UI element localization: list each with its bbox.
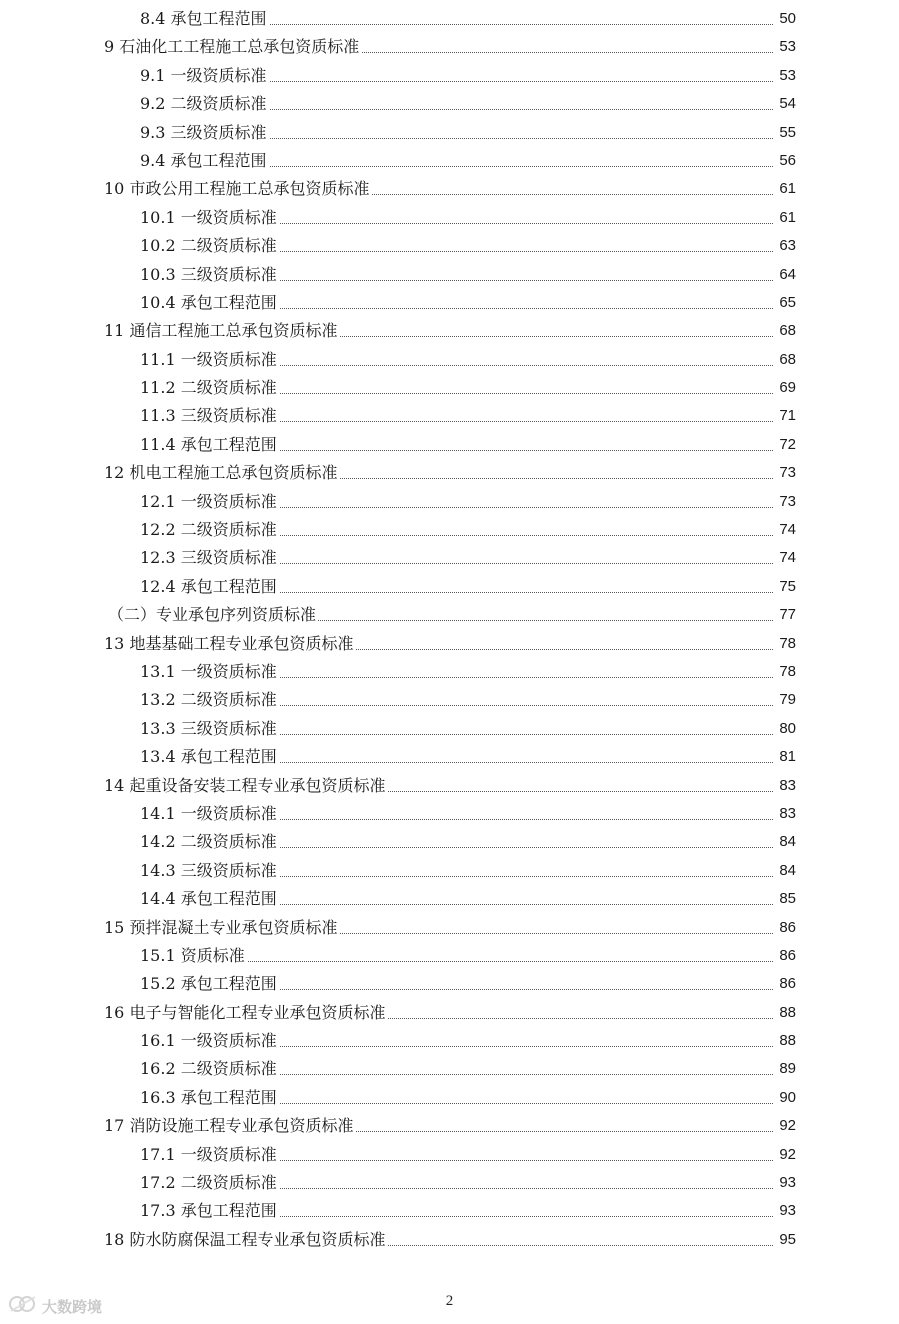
toc-section-entry[interactable] [0,686,899,714]
toc-entry-page: 89 [777,1055,796,1083]
toc-entry-page: 80 [777,715,796,743]
toc-entry-page: 56 [777,147,796,175]
toc-section-entry[interactable] [0,857,899,885]
toc-entry-title: 11.2 二级资质标准 [140,374,279,402]
toc-section-entry[interactable] [0,828,899,856]
toc-section-entry[interactable] [0,346,899,374]
toc-entry-page: 92 [777,1112,796,1140]
toc-section-entry[interactable] [0,261,899,289]
toc-entry-page: 88 [777,999,796,1027]
toc-entry-title: 8.4 承包工程范围 [140,5,269,33]
toc-entry-page: 64 [777,261,796,289]
toc-entry-page: 54 [777,90,796,118]
toc-entry-title: 10.2 二级资质标准 [140,232,279,260]
toc-entry-page: 78 [777,630,796,658]
toc-section-entry[interactable] [0,516,899,544]
toc-section-entry[interactable] [0,658,899,686]
toc-entry-title: 10 市政公用工程施工总承包资质标准 [104,175,371,203]
toc-entry-title: 15.1 资质标准 [140,942,247,970]
toc-entry-title: 12.2 二级资质标准 [140,516,279,544]
toc-entry-title: 17 消防设施工程专业承包资质标准 [104,1112,355,1140]
toc-entry-page: 55 [777,119,796,147]
toc-entry-title: 12 机电工程施工总承包资质标准 [104,459,339,487]
toc-entry-page: 53 [777,62,796,90]
toc-entry-page: 90 [777,1084,796,1112]
toc-entry-page: 84 [777,857,796,885]
toc-entry-page: 71 [777,402,796,430]
toc-entry-title: 12.4 承包工程范围 [140,573,279,601]
toc-chapter-entry[interactable] [0,1226,899,1254]
toc-entry-page: 95 [777,1226,796,1254]
toc-entry-title: 17.3 承包工程范围 [140,1197,279,1225]
toc-entry-title: 16 电子与智能化工程专业承包资质标准 [104,999,387,1027]
toc-entry-title: 11 通信工程施工总承包资质标准 [104,317,339,345]
toc-section-entry[interactable] [0,1084,899,1112]
toc-entry-title: 11.3 三级资质标准 [140,402,279,430]
toc-entry-page: 86 [777,942,796,970]
toc-chapter-entry[interactable] [0,630,899,658]
toc-section-entry[interactable] [0,1055,899,1083]
toc-entry-title: 11.1 一级资质标准 [140,346,279,374]
toc-entry-page: 83 [777,772,796,800]
toc-section-entry[interactable] [0,232,899,260]
toc-entry-page: 78 [777,658,796,686]
toc-section-entry[interactable] [0,488,899,516]
toc-section-entry[interactable] [0,402,899,430]
toc-chapter-entry[interactable] [0,317,899,345]
toc-entry-page: 93 [777,1197,796,1225]
toc-entry-page: 72 [777,431,796,459]
toc-entry-page: 61 [777,175,796,203]
toc-entry-page: 53 [777,33,796,61]
toc-entry-title: 10.3 三级资质标准 [140,261,279,289]
toc-entry-page: 86 [777,970,796,998]
toc-entry-title: 9.2 二级资质标准 [140,90,269,118]
toc-section-entry[interactable] [0,573,899,601]
toc-section-entry[interactable] [0,970,899,998]
toc-entry-title: 15 预拌混凝土专业承包资质标准 [104,914,339,942]
toc-entry-page: 63 [777,232,796,260]
toc-chapter-entry[interactable] [0,914,899,942]
toc-entry-title: 14.1 一级资质标准 [140,800,279,828]
toc-section-entry[interactable] [0,800,899,828]
toc-section-entry[interactable] [0,5,899,33]
toc-entry-title: 14.4 承包工程范围 [140,885,279,913]
toc-entry-title: 14.2 二级资质标准 [140,828,279,856]
toc-section-entry[interactable] [0,90,899,118]
toc-entry-page: 88 [777,1027,796,1055]
toc-entry-page: 77 [777,601,796,629]
watermark [8,1293,102,1319]
toc-entry-title: 11.4 承包工程范围 [140,431,279,459]
toc-entry-title: 9.3 三级资质标准 [140,119,269,147]
toc-entry-title: 13 地基基础工程专业承包资质标准 [104,630,355,658]
toc-chapter-entry[interactable] [0,999,899,1027]
toc-chapter-entry[interactable] [0,772,899,800]
toc-section-entry[interactable] [0,1141,899,1169]
toc-chapter-entry[interactable] [0,459,899,487]
toc-entry-title: 12.3 三级资质标准 [140,544,279,572]
toc-entry-page: 86 [777,914,796,942]
toc-entry-page: 74 [777,516,796,544]
toc-entry-page: 93 [777,1169,796,1197]
toc-section-entry[interactable] [0,147,899,175]
toc-entry-title: 14.3 三级资质标准 [140,857,279,885]
toc-entry-page: 74 [777,544,796,572]
toc-entry-title: （二）专业承包序列资质标准 [108,601,318,629]
toc-entry-page: 75 [777,573,796,601]
toc-section-entry[interactable] [0,1197,899,1225]
toc-entry-page: 73 [777,459,796,487]
toc-section-entry[interactable] [0,204,899,232]
toc-entry-title: 13.2 二级资质标准 [140,686,279,714]
toc-entry-title: 17.2 二级资质标准 [140,1169,279,1197]
toc-entry-page: 50 [777,5,796,33]
toc-chapter-entry[interactable] [0,175,899,203]
toc-entry-title: 16.1 一级资质标准 [140,1027,279,1055]
toc-section-entry[interactable] [0,1027,899,1055]
toc-section-entry[interactable] [0,743,899,771]
toc-entry-title: 9 石油化工工程施工总承包资质标准 [104,33,361,61]
toc-section-entry[interactable] [0,62,899,90]
toc-entry-page: 61 [777,204,796,232]
toc-entry-page: 69 [777,374,796,402]
toc-entry-title: 13.1 一级资质标准 [140,658,279,686]
toc-section-entry[interactable] [0,885,899,913]
toc-entry-title: 16.3 承包工程范围 [140,1084,279,1112]
toc-chapter-entry[interactable] [0,33,899,61]
toc-entry-title: 14 起重设备安装工程专业承包资质标准 [104,772,387,800]
toc-entry-title: 9.1 一级资质标准 [140,62,269,90]
toc-entry-page: 73 [777,488,796,516]
toc-chapter-entry[interactable] [0,1112,899,1140]
toc-entry-title: 12.1 一级资质标准 [140,488,279,516]
toc-section-entry[interactable] [0,715,899,743]
toc-section-entry[interactable] [0,942,899,970]
toc-part-entry[interactable] [0,601,899,629]
watermark-text: 大数跨境 [42,1297,103,1316]
toc-entry-page: 65 [777,289,796,317]
toc-entry-page: 68 [777,346,796,374]
toc-entry-title: 15.2 承包工程范围 [140,970,279,998]
toc-entry-page: 92 [777,1141,796,1169]
table-of-contents [0,5,899,1254]
page-number: 2 [445,1293,454,1309]
toc-entry-page: 84 [777,828,796,856]
toc-section-entry[interactable] [0,374,899,402]
toc-entry-page: 83 [777,800,796,828]
toc-entry-title: 9.4 承包工程范围 [140,147,269,175]
toc-section-entry[interactable] [0,119,899,147]
toc-section-entry[interactable] [0,289,899,317]
toc-section-entry[interactable] [0,544,899,572]
toc-entry-title: 16.2 二级资质标准 [140,1055,279,1083]
toc-entry-title: 17.1 一级资质标准 [140,1141,279,1169]
toc-entry-page: 81 [777,743,796,771]
toc-entry-title: 10.4 承包工程范围 [140,289,279,317]
toc-entry-page: 85 [777,885,796,913]
toc-entry-title: 13.3 三级资质标准 [140,715,279,743]
toc-entry-title: 10.1 一级资质标准 [140,204,279,232]
toc-entry-title: 18 防水防腐保温工程专业承包资质标准 [104,1226,387,1254]
toc-section-entry[interactable] [0,1169,899,1197]
toc-entry-title: 13.4 承包工程范围 [140,743,279,771]
toc-entry-page: 68 [777,317,796,345]
toc-entry-page: 79 [777,686,796,714]
watermark-logo-icon [8,1293,38,1319]
toc-section-entry[interactable] [0,431,899,459]
